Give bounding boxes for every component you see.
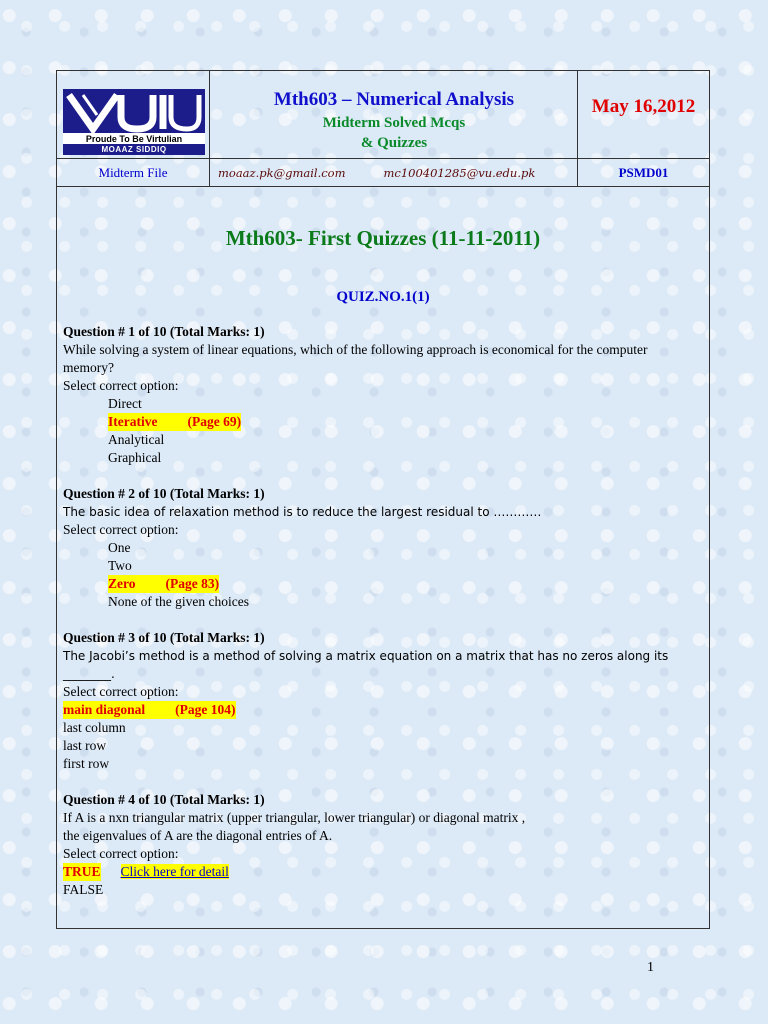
answer-page-ref: (Page 69) (187, 414, 242, 429)
quiz-content (63, 323, 693, 899)
quiz-title: QUIZ.NO.1(1) (336, 289, 430, 305)
logo-author-name: MOAAZ SIDDIQ (101, 145, 167, 154)
vu-logo (63, 89, 205, 155)
option: last row (63, 738, 107, 753)
course-title: Mth603 – Numerical Analysis (273, 89, 515, 110)
question-text: If A is a nxn triangular matrix (upper triangular, lower triangular) or diagonal matrix , (63, 810, 526, 825)
question-heading: Question # 2 of 10 (Total Marks: 1) (63, 486, 265, 501)
option: FALSE (63, 882, 104, 897)
correct-answer: TRUE (63, 864, 101, 879)
option-correct (63, 575, 693, 593)
select-prompt: Select correct option: (63, 378, 179, 393)
select-prompt: Select correct option: (63, 846, 179, 861)
question-text: The Jacobi’s method is a method of solving a matrix equation on a matrix that has no zeros along its ________. (63, 649, 669, 681)
date-cell (578, 71, 709, 159)
option: last column (63, 720, 126, 735)
detail-link[interactable]: Click here for detail (120, 864, 229, 879)
select-prompt: Select correct option: (63, 522, 179, 537)
question-heading: Question # 4 of 10 (Total Marks: 1) (63, 792, 265, 807)
email-gmail[interactable]: moaaz.pk@gmail.com (218, 165, 346, 180)
select-prompt: Select correct option: (63, 684, 179, 699)
option: One (108, 540, 131, 555)
question-2 (63, 485, 693, 611)
subtitle-mcqs: Midterm Solved Mcqs (322, 115, 466, 131)
question-heading: Question # 1 of 10 (Total Marks: 1) (63, 324, 265, 339)
answer-page-ref: (Page 83) (165, 576, 220, 591)
email-vu[interactable]: mc100401285@vu.edu.pk (383, 165, 536, 180)
logo-cell (57, 71, 210, 159)
subtitle-quizzes: & Quizzes (360, 135, 428, 151)
document-frame (56, 70, 710, 929)
title-cell (210, 71, 578, 159)
email-cell (210, 159, 578, 187)
header-table (57, 71, 709, 187)
option: Direct (108, 396, 142, 411)
option: first row (63, 756, 110, 771)
option: Two (108, 558, 132, 573)
question-text: The basic idea of relaxation method is to reduce the largest residual to ………… (63, 505, 542, 519)
main-title: Mth603- First Quizzes (11-11-2011) (225, 226, 541, 250)
correct-answer: main diagonal (63, 702, 146, 717)
option-correct (63, 413, 693, 431)
question-text: While solving a system of linear equations, which of the following approach is economical for the computer memory? (63, 342, 648, 375)
question-heading: Question # 3 of 10 (Total Marks: 1) (63, 630, 265, 645)
question-3 (63, 629, 693, 773)
question-text-continued: the eigenvalues of A are the diagonal entries of A. (63, 828, 333, 843)
answer-page-ref: (Page 104) (175, 702, 236, 717)
option: Graphical (108, 450, 162, 465)
logo-tagline: Proude To Be Virtulian (63, 133, 205, 144)
page-number: 1 (647, 960, 654, 975)
correct-answer: Iterative (108, 414, 158, 429)
option-correct (63, 701, 693, 719)
document-code: PSMD01 (578, 159, 709, 187)
option: Analytical (108, 432, 165, 447)
document-date: May 16,2012 (591, 96, 696, 117)
question-1 (63, 323, 693, 467)
midterm-file-label: Midterm File (57, 159, 210, 187)
vu-logo-mark (63, 89, 205, 133)
option-correct (63, 863, 693, 881)
question-4 (63, 791, 693, 899)
option: None of the given choices (108, 594, 249, 609)
correct-answer: Zero (108, 576, 136, 591)
